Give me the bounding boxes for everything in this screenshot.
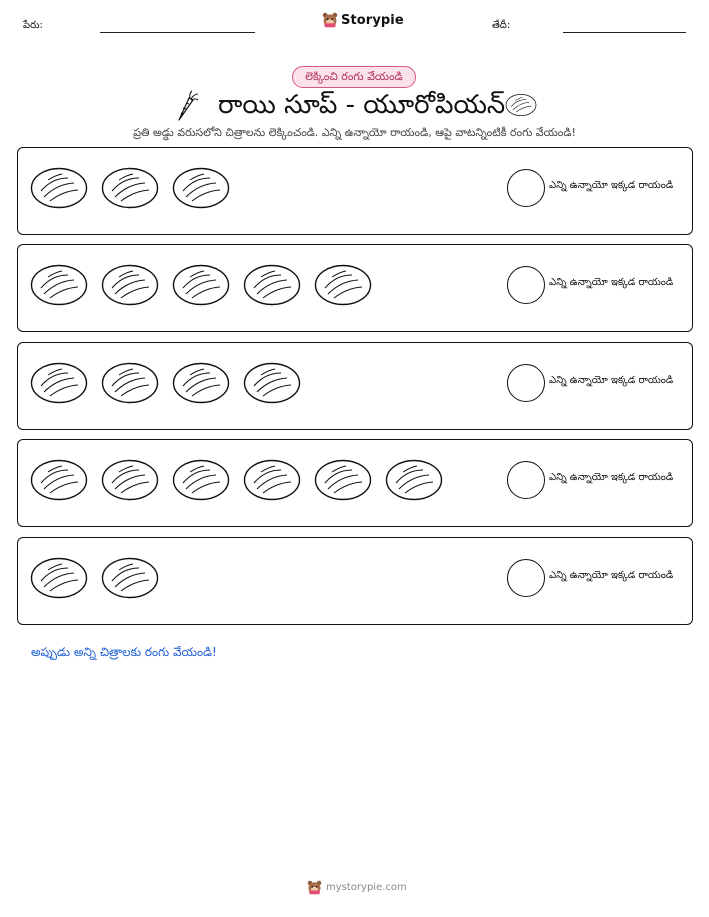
bread-loaf-icon[interactable]: [30, 166, 88, 210]
bread-loaf-icon[interactable]: [101, 361, 159, 405]
answer-prompt: ఎన్ని ఉన్నాయో ఇక్కడ రాయండి: [549, 180, 674, 191]
bread-loaf-icon[interactable]: [243, 361, 301, 405]
counting-row: [17, 439, 693, 527]
bread-loaf-icon[interactable]: [101, 263, 159, 307]
answer-circle[interactable]: [507, 169, 545, 207]
bread-loaf-icon[interactable]: [172, 361, 230, 405]
cookie-group: [30, 556, 159, 600]
name-field[interactable]: [100, 32, 255, 33]
bread-loaf-icon[interactable]: [101, 556, 159, 600]
cookie-group: [30, 458, 443, 502]
bread-loaf-icon[interactable]: [385, 458, 443, 502]
instructions: ప్రతి అడ్డు వరుసలోని చిత్రాలను లెక్కించండి. ఎన్ని ఉన్నాయో రాయండి, ఆపై వాటన్నింటికీ రంగు వేయండి!: [133, 126, 576, 139]
activity-badge: లెక్కించి రంగు వేయండి: [292, 66, 416, 88]
site-url: mystorypie.com: [326, 882, 407, 893]
bread-loaf-icon[interactable]: [314, 458, 372, 502]
answer-circle[interactable]: [507, 364, 545, 402]
cookie-group: [30, 361, 301, 405]
bread-loaf-icon[interactable]: [243, 263, 301, 307]
bread-loaf-icon[interactable]: [30, 458, 88, 502]
bread-loaf-icon[interactable]: [30, 263, 88, 307]
counting-row: [17, 537, 693, 625]
bread-loaf-icon[interactable]: [172, 458, 230, 502]
date-label: తేదీ:: [492, 20, 511, 31]
brand-logo: [322, 12, 404, 28]
bread-loaf-icon[interactable]: [30, 556, 88, 600]
bread-loaf-icon[interactable]: [243, 458, 301, 502]
brand-name: Storypie: [341, 12, 404, 28]
answer-circle[interactable]: [507, 266, 545, 304]
page-title: రాయి సూప్ - యూరోపియన్: [218, 90, 506, 120]
counting-row: [17, 147, 693, 235]
answer-prompt: ఎన్ని ఉన్నాయో ఇక్కడ రాయండి: [549, 472, 674, 483]
bread-loaf-icon[interactable]: [172, 263, 230, 307]
answer-circle[interactable]: [507, 559, 545, 597]
answer-circle[interactable]: [507, 461, 545, 499]
bread-loaf-icon[interactable]: [30, 361, 88, 405]
bread-loaf-icon[interactable]: [314, 263, 372, 307]
date-field[interactable]: [563, 32, 686, 33]
counting-row: [17, 342, 693, 430]
bread-loaf-icon[interactable]: [101, 166, 159, 210]
cookie-group: [30, 166, 230, 210]
name-label: పేరు:: [23, 20, 43, 31]
counting-row: [17, 244, 693, 332]
storypie-logo-icon: [322, 12, 338, 28]
bread-loaf-icon[interactable]: [101, 458, 159, 502]
answer-prompt: ఎన్ని ఉన్నాయో ఇక్కడ రాయండి: [549, 570, 674, 581]
cookie-group: [30, 263, 372, 307]
footer-note: అప్పుడు అన్ని చిత్రాలకు రంగు వేయండి!: [31, 645, 217, 659]
carrot-icon: [175, 90, 199, 122]
site-footer: [307, 880, 407, 895]
bread-loaf-icon: [505, 93, 537, 117]
title-row: [0, 88, 709, 122]
answer-prompt: ఎన్ని ఉన్నాయో ఇక్కడ రాయండి: [549, 277, 674, 288]
bread-loaf-icon[interactable]: [172, 166, 230, 210]
storypie-logo-icon: [307, 880, 322, 895]
answer-prompt: ఎన్ని ఉన్నాయో ఇక్కడ రాయండి: [549, 375, 674, 386]
